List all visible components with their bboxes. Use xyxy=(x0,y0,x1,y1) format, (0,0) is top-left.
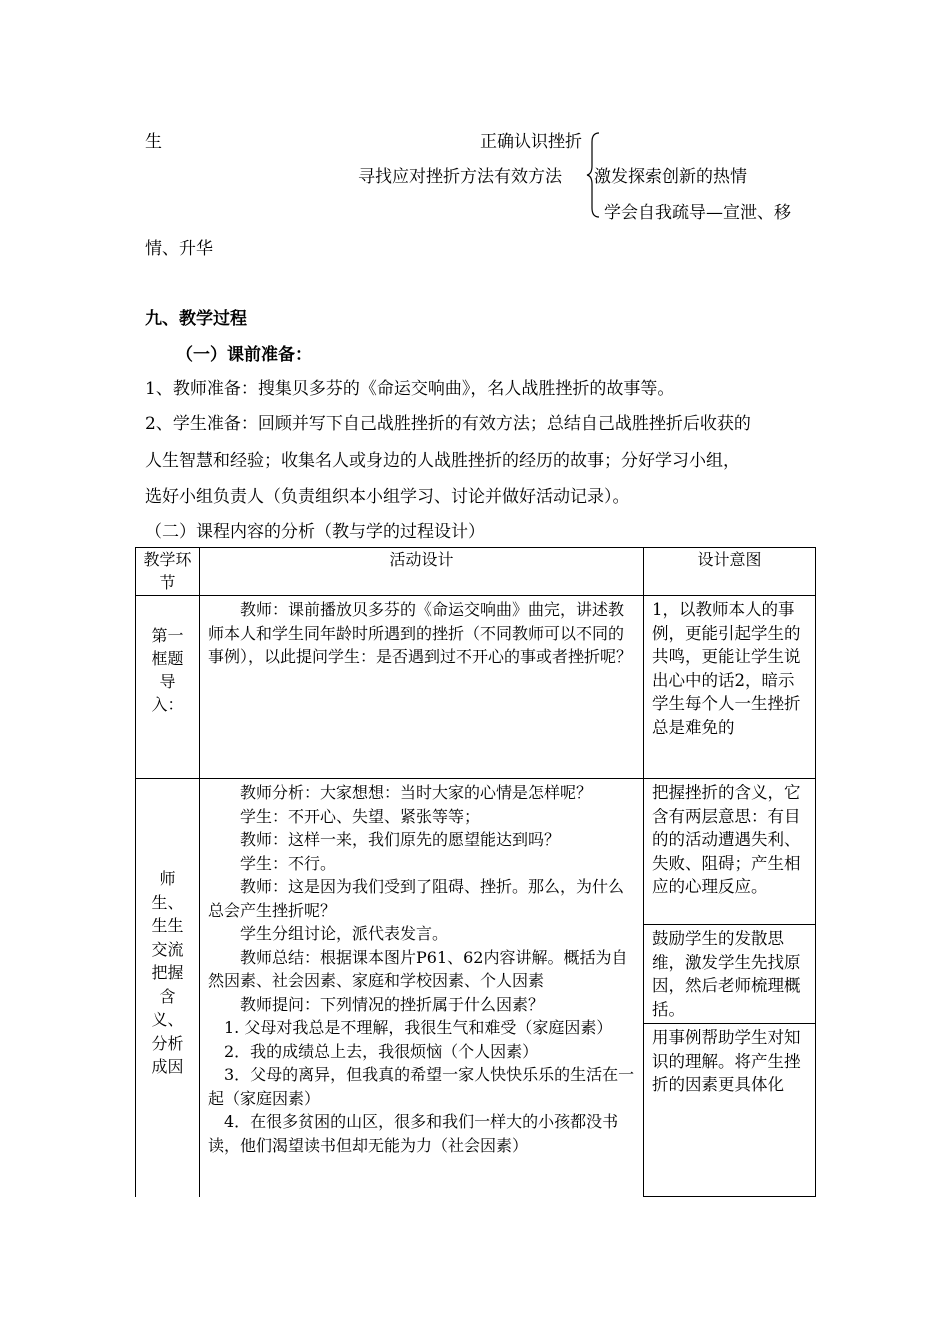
outline-left-char: 生 xyxy=(145,132,162,152)
outline-item-recognize: 正确认识挫折 xyxy=(480,132,582,152)
stage-cell xyxy=(136,779,200,1197)
stage-cell xyxy=(136,596,200,779)
activity-line: 教师分析：大家想想：当时大家的心情是怎样呢？ xyxy=(240,783,593,802)
activity-line: 2．我的成绩总上去，我很烦恼（个人因素） xyxy=(224,1041,539,1061)
activity-line: 教师：课前播放贝多芬的《命运交响曲》曲完，讲述教师本人和学生同年龄时所遇到的挫折（不同教师可以不同的事例），以此提问学生：是否遇到过不开心的事或者挫折呢？ xyxy=(208,600,633,666)
header-activity: 活动设计 xyxy=(200,548,644,596)
activity-line: 教师：这是因为我们受到了阻碍、挫折。那么，为什么总会产生挫折呢？ xyxy=(208,877,625,920)
teaching-process-table xyxy=(135,547,816,1197)
student-prep-line-1: 2、学生准备：回顾并写下自己战胜挫折的有效方法；总结自己战胜挫折后收获的 xyxy=(145,414,751,434)
intent-cell xyxy=(644,779,816,1197)
activity-cell xyxy=(200,779,644,1197)
subsection-analysis-title: （二）课程内容的分析（教与学的过程设计） xyxy=(145,522,485,542)
teacher-prep: 1、教师准备：搜集贝多芬的《命运交响曲》，名人战胜挫折的故事等。 xyxy=(145,379,675,399)
stage-label: 第一框题导入： xyxy=(151,626,184,714)
activity-line: 教师提问：下列情况的挫折属于什么因素？ xyxy=(240,994,545,1014)
stage-label: 师生、生生交流把握含义、分析成因 xyxy=(151,869,184,1076)
header-stage: 教学环节 xyxy=(136,548,200,596)
section-title: 九、教学过程 xyxy=(145,309,247,329)
subsection-prep-title: （一）课前准备： xyxy=(176,345,312,365)
intent-text: 1，以教师本人的事例，更能引起学生的共鸣，更能让学生说出心中的话2，暗示学生每个人一生挫折总是难免的 xyxy=(652,600,801,737)
outline-item-methods: 寻找应对挫折方法有效方法 xyxy=(358,167,562,187)
student-prep-line-2: 人生智慧和经验；收集名人或身边的人战胜挫折的经历的故事；分好学习小组， xyxy=(145,451,740,471)
intent-text: 鼓励学生的发散思维，激发学生先找原因，然后老师梳理概括。 xyxy=(644,924,815,1023)
activity-line: 学生分组讨论，派代表发言。 xyxy=(240,924,449,943)
outline-sub-selfguide: 学会自我疏导—宣泄、移 xyxy=(604,203,791,223)
intent-cell xyxy=(644,596,816,779)
activity-line: 学生：不开心、失望、紧张等等； xyxy=(240,806,481,826)
table-row xyxy=(136,779,816,1197)
student-prep-line-3: 选好小组负责人（负责组织本小组学习、讨论并做好活动记录）。 xyxy=(145,487,630,507)
outline-sub-innovate: 激发探索创新的热情 xyxy=(594,167,747,187)
intent-text: 用事例帮助学生对知识的理解。将产生挫折的因素更具体化 xyxy=(644,1023,815,1196)
table-row xyxy=(136,596,816,779)
activity-line: 学生：不行。 xyxy=(240,853,337,873)
table-header-row xyxy=(136,548,816,596)
activity-line: 1. 父母对我总是不理解，我很生气和难受（家庭因素） xyxy=(224,1018,613,1037)
activity-line: 3．父母的离异，但我真的希望一家人快快乐乐的生活在一起（家庭因素） xyxy=(208,1065,635,1108)
outline-continuation: 情、升华 xyxy=(145,239,213,259)
intent-text: 把握挫折的含义，它含有两层意思：有目的的活动遭遇失利、失败、阻碍；产生相应的心理反应。 xyxy=(652,783,801,896)
activity-line: 教师：这样一来，我们原先的愿望能达到吗？ xyxy=(240,830,561,849)
activity-cell xyxy=(200,596,644,779)
activity-line: 4．在很多贫困的山区，很多和我们一样大的小孩都没书读，他们渴望读书但却无能为力（社会因素） xyxy=(208,1112,619,1155)
activity-line: 教师总结：根据课本图片P61、62内容讲解。概括为自然因素、社会因素、家庭和学校因素、个人因素 xyxy=(208,947,628,990)
header-intent: 设计意图 xyxy=(644,548,816,596)
